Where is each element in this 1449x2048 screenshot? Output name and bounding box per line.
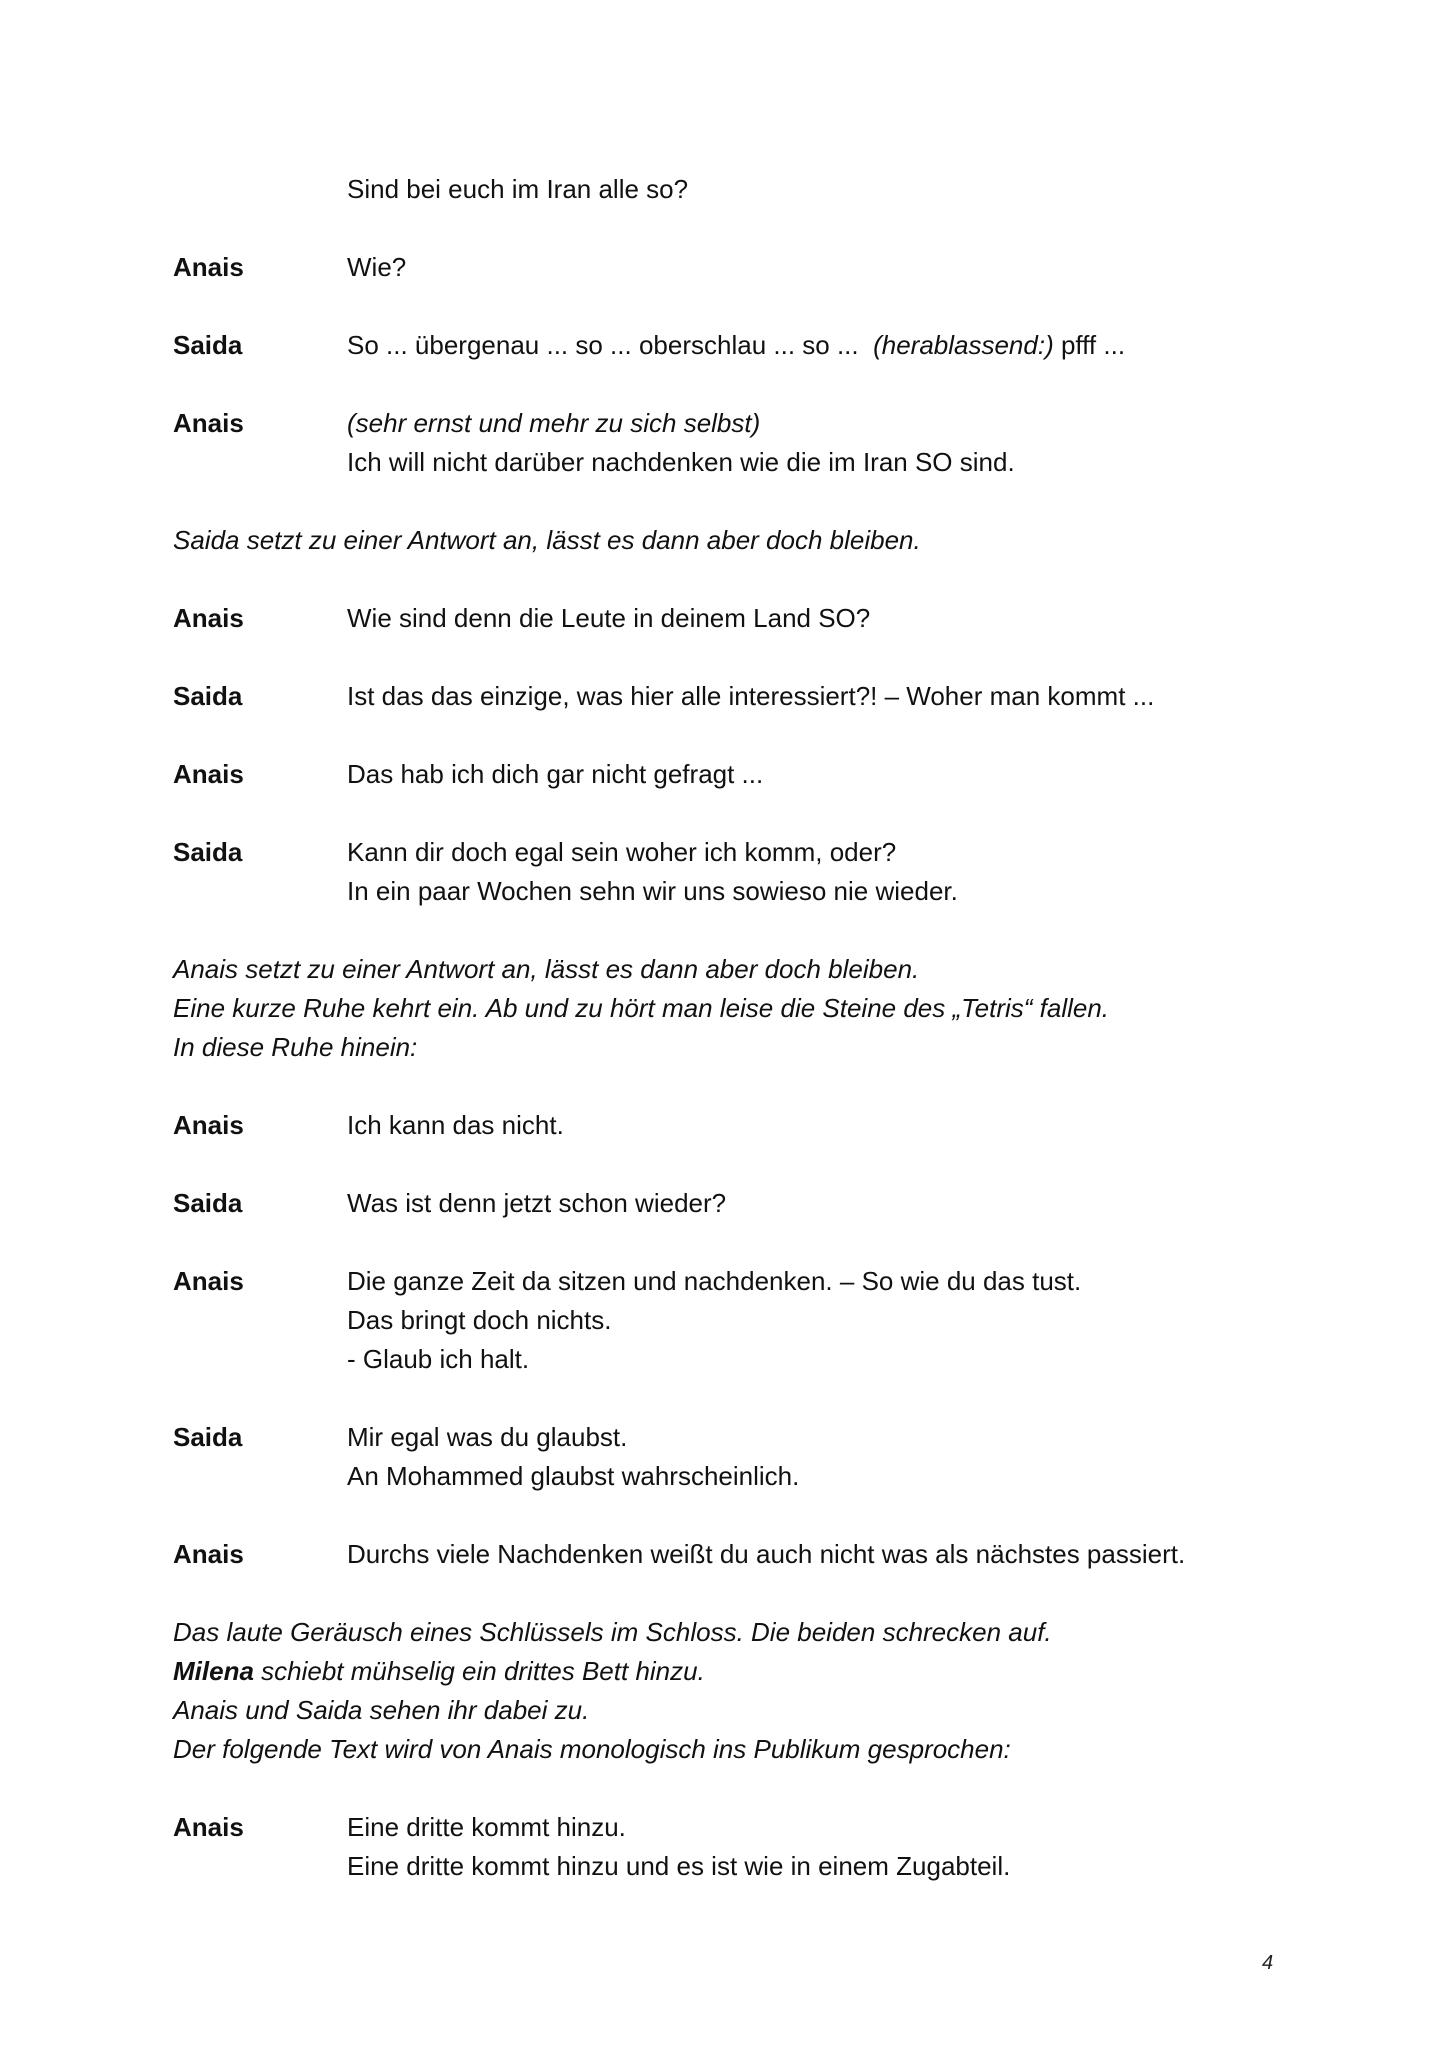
- stage-direction: [173, 950, 1293, 1067]
- stage-direction: [173, 521, 1293, 560]
- dialogue-lines: [347, 1418, 1293, 1496]
- stage-direction-line: Anais setzt zu einer Antwort an, lässt es dann aber doch bleiben.: [173, 954, 920, 984]
- speaker-name: Saida: [173, 837, 243, 867]
- dialogue-lines: [347, 1106, 1293, 1145]
- dialogue-block: [173, 1262, 1293, 1379]
- speaker-name: Saida: [173, 681, 243, 711]
- dialogue-line: An Mohammed glaubst wahrscheinlich.: [347, 1461, 800, 1491]
- dialogue-line: In ein paar Wochen sehn wir uns sowieso nie wieder.: [347, 876, 958, 906]
- stage-aside: (herablassend:): [873, 330, 1054, 360]
- dialogue-lines: [347, 404, 1293, 482]
- dialogue-lines: [347, 1808, 1293, 1886]
- dialogue-line: - Glaub ich halt.: [347, 1344, 530, 1374]
- speaker-name: Anais: [173, 1539, 244, 1569]
- stage-direction-line: [173, 1652, 1293, 1691]
- dialogue-lines: [347, 1535, 1293, 1574]
- dialogue-text: pfff ...: [1053, 330, 1126, 360]
- dialogue-block: [173, 1418, 1293, 1496]
- dialogue-line: [347, 326, 1293, 365]
- dialogue-lines: [347, 326, 1293, 365]
- dialogue-text: So ... übergenau ... so ... oberschlau ... so ...: [347, 330, 874, 360]
- dialogue-line: Das bringt doch nichts.: [347, 1305, 612, 1335]
- speaker-name: Saida: [173, 1422, 243, 1452]
- dialogue-line: Ich will nicht darüber nachdenken wie die im Iran SO sind.: [347, 447, 1015, 477]
- dialogue-line: Die ganze Zeit da sitzen und nachdenken. – So wie du das tust.: [347, 1266, 1082, 1296]
- stage-aside: (sehr ernst und mehr zu sich selbst): [347, 408, 761, 438]
- dialogue-block: [173, 1184, 1293, 1223]
- dialogue-block: [173, 326, 1293, 365]
- dialogue-lines: [347, 677, 1293, 716]
- stage-direction: [173, 1613, 1293, 1769]
- dialogue-lines: [347, 833, 1293, 911]
- dialogue-line: Was ist denn jetzt schon wieder?: [347, 1188, 727, 1218]
- dialogue-block: [173, 677, 1293, 716]
- dialogue-lines: [347, 248, 1293, 287]
- speaker-name: Anais: [173, 1110, 244, 1140]
- dialogue-line: Sind bei euch im Iran alle so?: [347, 174, 689, 204]
- speaker-name: Saida: [173, 1188, 243, 1218]
- dialogue-block: [173, 1808, 1293, 1886]
- dialogue-lines: [347, 1184, 1293, 1223]
- dialogue-block: [173, 833, 1293, 911]
- dialogue-line: Kann dir doch egal sein woher ich komm, oder?: [347, 837, 897, 867]
- speaker-name: Saida: [173, 330, 243, 360]
- speaker-name: Anais: [173, 252, 244, 282]
- stage-direction-text: schiebt mühselig ein drittes Bett hinzu.: [253, 1656, 705, 1686]
- dialogue-line: Wie sind denn die Leute in deinem Land SO?: [347, 603, 871, 633]
- dialogue-lines: [347, 1262, 1293, 1379]
- dialogue-block: [173, 248, 1293, 287]
- speaker-name: Anais: [173, 408, 244, 438]
- dialogue-lines: [347, 599, 1293, 638]
- dialogue-block: [173, 404, 1293, 482]
- dialogue-block: [173, 1535, 1293, 1574]
- dialogue-line: Das hab ich dich gar nicht gefragt ...: [347, 759, 764, 789]
- dialogue-block: [173, 755, 1293, 794]
- dialogue-line: Ist das das einzige, was hier alle interessiert?! – Woher man kommt ...: [347, 681, 1155, 711]
- character-name: Milena: [173, 1656, 254, 1686]
- dialogue-lines: [347, 755, 1293, 794]
- stage-direction-line: Der folgende Text wird von Anais monologisch ins Publikum gesprochen:: [173, 1734, 1011, 1764]
- stage-direction-line: Anais und Saida sehen ihr dabei zu.: [173, 1695, 590, 1725]
- dialogue-line: Durchs viele Nachdenken weißt du auch nicht was als nächstes passiert.: [347, 1539, 1186, 1569]
- dialogue-block: [173, 1106, 1293, 1145]
- speaker-name: Anais: [173, 1812, 244, 1842]
- dialogue-lines: [347, 170, 1293, 209]
- speaker-name: Anais: [173, 759, 244, 789]
- dialogue-line: Mir egal was du glaubst.: [347, 1422, 628, 1452]
- stage-direction-line: Saida setzt zu einer Antwort an, lässt es dann aber doch bleiben.: [173, 525, 921, 555]
- stage-direction-line: Das laute Geräusch eines Schlüssels im Schloss. Die beiden schrecken auf.: [173, 1617, 1052, 1647]
- dialogue-block: [173, 170, 1293, 209]
- stage-direction-line: Eine kurze Ruhe kehrt ein. Ab und zu hört man leise die Steine des „Tetris“ fallen.: [173, 993, 1110, 1023]
- dialogue-line: Eine dritte kommt hinzu und es ist wie in einem Zugabteil.: [347, 1851, 1011, 1881]
- speaker-name: Anais: [173, 603, 244, 633]
- page-number: 4: [1262, 1952, 1274, 1974]
- dialogue-line: Wie?: [347, 252, 407, 282]
- stage-direction-line: In diese Ruhe hinein:: [173, 1032, 418, 1062]
- dialogue-line: Ich kann das nicht.: [347, 1110, 564, 1140]
- speaker-name: Anais: [173, 1266, 244, 1296]
- dialogue-block: [173, 599, 1293, 638]
- dialogue-line: Eine dritte kommt hinzu.: [347, 1812, 626, 1842]
- script-body: [173, 170, 1293, 1886]
